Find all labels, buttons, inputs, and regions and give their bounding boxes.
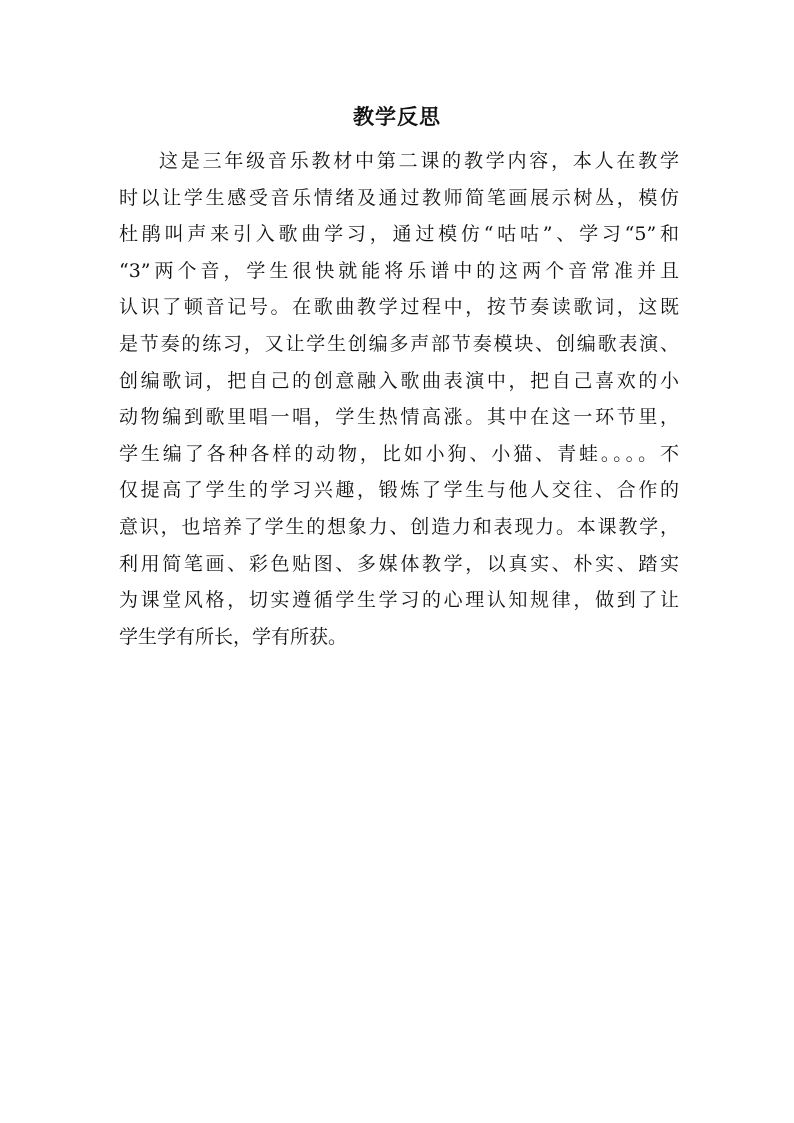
paragraph-line: 创编歌词，把自己的创意融入歌曲表演中，把自己喜欢的小	[119, 369, 679, 392]
page-title: 教学反思	[353, 104, 441, 129]
paragraph-line: 仅提高了学生的学习兴趣，锻炼了学生与他人交往、合作的	[119, 479, 679, 502]
paragraph-line: “3”两个音，学生很快就能将乐谱中的这两个音常准并且	[119, 259, 679, 282]
paragraph-line: 动物编到歌里唱一唱，学生热情高涨。其中在这一环节里，	[119, 406, 679, 429]
paragraph-line: 这是三年级音乐教材中第二课的教学内容，本人在教学	[159, 150, 679, 172]
paragraph-line: 利用简笔画、彩色贴图、多媒体教学，以真实、朴实、踏实	[119, 552, 679, 575]
paragraph-line: 杜鹃叫声来引入歌曲学习，通过模仿“咕咕”、学习“5”和	[119, 223, 679, 246]
paragraph-line: 认识了顿音记号。在歌曲教学过程中，按节奏读歌词，这既	[119, 296, 679, 319]
paragraph-line: 为课堂风格，切实遵循学生学习的心理认知规律，做到了让	[119, 589, 679, 612]
paragraph-line: 是节奏的练习，又让学生创编多声部节奏模块、创编歌表演、	[119, 332, 679, 355]
paragraph-line: 学生编了各种各样的动物，比如小狗、小猫、青蛙。。。。不	[119, 442, 679, 465]
paragraph-line: 意识，也培养了学生的想象力、创造力和表现力。本课教学，	[119, 515, 679, 538]
reflection-paragraph	[119, 143, 679, 655]
paragraph-line: 学生学有所长，学有所获。	[119, 625, 348, 648]
paragraph-line: 时以让学生感受音乐情绪及通过教师简笔画展示树丛，模仿	[119, 186, 679, 209]
